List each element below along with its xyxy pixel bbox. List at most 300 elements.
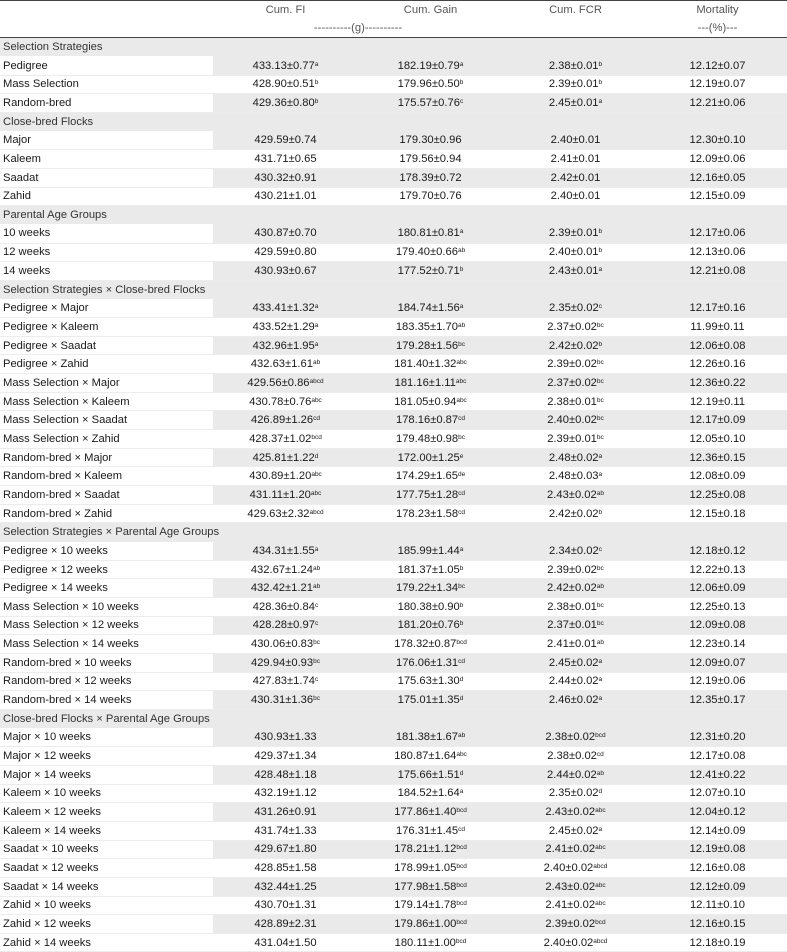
table-row (0, 616, 787, 635)
cum-gain-value-superscript: bc (458, 433, 465, 441)
cum-fi-value: 433.41±1.32 (252, 302, 315, 315)
mortality-value-cell (648, 840, 787, 859)
table-row (0, 803, 787, 822)
cum-fi-value: 431.04±1.50 (254, 936, 317, 949)
cum-fi-value-cell (213, 430, 358, 449)
cum-fi-value-cell (213, 486, 358, 505)
cum-fi-value: 428.37±1.02 (249, 432, 312, 445)
header-cum-fcr: Cum. FCR (503, 1, 648, 20)
mortality-value-cell (648, 56, 787, 75)
cum-fcr-value-cell (503, 411, 648, 430)
cum-fi-value-cell (213, 560, 358, 579)
mortality-value-cell (648, 616, 787, 635)
cum-gain-value-cell (358, 150, 503, 169)
cum-fi-value: 434.31±1.55 (252, 544, 315, 557)
mortality-value: 12.12±0.07 (689, 59, 746, 72)
cum-fi-value: 428.90±0.51 (252, 78, 315, 91)
cum-fi-value: 432.42±1.21 (250, 582, 313, 595)
mortality-value: 12.19±0.08 (689, 843, 746, 856)
cum-fi-value-superscript: d (314, 452, 319, 460)
cum-gain-value: 180.81±0.81 (397, 227, 460, 240)
cum-gain-value-cell (358, 243, 503, 262)
cum-fi-value: 432.96±1.95 (252, 339, 315, 352)
cum-fi-value: 429.94±0.93 (250, 656, 314, 669)
mortality-value: 12.14±0.09 (689, 824, 746, 837)
cum-gain-value-cell (358, 318, 503, 337)
cum-gain-value-cell (358, 803, 503, 822)
table-row (0, 56, 787, 75)
cum-fcr-value: 2.37±0.01 (547, 619, 597, 632)
cum-gain-value-cell (358, 168, 503, 187)
section-title: Close-bred Flocks × Parental Age Groups (0, 709, 787, 728)
row-label: Zahid × 14 weeks (0, 933, 213, 952)
cum-fcr-value-superscript: ab (596, 583, 604, 591)
cum-fcr-value: 2.39±0.02 (545, 917, 596, 930)
cum-fcr-value-cell (503, 168, 648, 187)
cum-fi-value: 430.31±1.36 (250, 694, 314, 707)
cum-fi-value-superscript: a (314, 60, 319, 68)
cum-fi-value-superscript: b (314, 79, 319, 87)
cum-fcr-value-superscript: b (598, 79, 603, 87)
mortality-value-cell (648, 430, 787, 449)
cum-gain-value-cell (358, 187, 503, 206)
mortality-value: 12.17±0.16 (689, 302, 746, 315)
row-label: Zahid × 12 weeks (0, 915, 213, 934)
mortality-value: 12.13±0.06 (689, 246, 746, 259)
header-cell-blank (0, 1, 213, 20)
cum-fcr-value-cell (503, 243, 648, 262)
cum-gain-value-superscript: abc (455, 377, 467, 385)
table-row (0, 635, 787, 654)
cum-fcr-value-cell (503, 224, 648, 243)
cum-gain-value: 178.23±1.58 (395, 507, 459, 520)
section-header-row (0, 280, 787, 299)
row-label: Pedigree × Major (0, 299, 213, 318)
cum-fcr-value-cell (503, 672, 648, 691)
cum-fi-value-cell (213, 691, 358, 710)
mortality-value-cell (648, 653, 787, 672)
cum-gain-value-superscript: b (459, 601, 464, 609)
mortality-value-cell (648, 504, 787, 523)
cum-fcr-value-superscript: b (598, 247, 603, 255)
cum-fi-value-cell (213, 224, 358, 243)
cum-gain-value-superscript: b (459, 620, 464, 628)
cum-fcr-value-cell (503, 803, 648, 822)
cum-fi-value: 430.21±1.01 (254, 190, 317, 203)
cum-fcr-value-superscript: c (598, 545, 602, 553)
mortality-value-cell (648, 94, 787, 113)
mortality-value-cell (648, 486, 787, 505)
row-label: Pedigree × Saadat (0, 336, 213, 355)
cum-fi-value-cell (213, 840, 358, 859)
cum-fcr-value: 2.37±0.02 (547, 320, 597, 333)
cum-fcr-value: 2.38±0.02 (545, 731, 596, 744)
cum-fi-value-superscript: ab (312, 564, 321, 572)
cum-gain-value-cell (358, 504, 503, 523)
table-row (0, 75, 787, 94)
cum-fi-value-superscript: abcd (309, 377, 324, 385)
cum-gain-value-cell (358, 262, 503, 281)
table-row (0, 504, 787, 523)
row-label: Pedigree × 10 weeks (0, 542, 213, 561)
section-header-row (0, 206, 787, 225)
table-row (0, 374, 787, 393)
mortality-value: 12.15±0.09 (689, 190, 746, 203)
cum-fcr-value-superscript: b (598, 60, 603, 68)
table-row (0, 411, 787, 430)
cum-fi-value-cell (213, 877, 358, 896)
cum-fi-value-cell (213, 653, 358, 672)
mortality-value: 12.17±0.08 (689, 750, 746, 763)
row-label: Random-bred × 14 weeks (0, 691, 213, 710)
mortality-value-cell (648, 859, 787, 878)
cum-fcr-value-cell (503, 374, 648, 393)
cum-fcr-value-cell (503, 691, 648, 710)
cum-fcr-value-superscript: a (598, 676, 603, 684)
cum-fi-value: 428.36±0.84 (252, 600, 315, 613)
cum-fi-value-superscript: bc (313, 639, 320, 647)
cum-fcr-value-superscript: abc (595, 807, 606, 815)
cum-gain-value-cell (358, 467, 503, 486)
cum-fcr-value-cell (503, 318, 648, 337)
cum-gain-value-superscript: bcd (456, 863, 467, 871)
cum-fcr-value-superscript: c (598, 303, 602, 311)
cum-fcr-value: 2.43±0.02 (545, 880, 596, 893)
table-row (0, 653, 787, 672)
cum-fcr-value-superscript: abc (595, 844, 606, 852)
cum-fcr-value-superscript: abcd (593, 863, 608, 871)
cum-fcr-value-cell (503, 56, 648, 75)
cum-fcr-value-superscript: bcd (595, 732, 606, 740)
cum-gain-value-cell (358, 94, 503, 113)
cum-fcr-value-cell (503, 299, 648, 318)
mortality-value: 12.36±0.15 (689, 451, 746, 464)
cum-fi-value: 428.48±1.18 (254, 768, 317, 781)
cum-gain-value-cell (358, 653, 503, 672)
cum-fcr-value-cell (503, 579, 648, 598)
mortality-value-cell (648, 187, 787, 206)
cum-fcr-value-superscript: bcd (595, 918, 606, 926)
row-label: Kaleem (0, 150, 213, 169)
cum-gain-value-cell (358, 933, 503, 952)
units-percent: ---(%)--- (648, 19, 787, 38)
mortality-value-cell (648, 765, 787, 784)
cum-fcr-value: 2.44±0.02 (548, 675, 599, 688)
cum-fcr-value-superscript: bc (596, 601, 604, 609)
mortality-value-cell (648, 392, 787, 411)
cum-gain-value: 179.70±0.76 (399, 190, 462, 203)
mortality-value: 12.08±0.09 (689, 470, 746, 483)
cum-gain-value: 182.19±0.79 (397, 59, 460, 72)
cum-fcr-value-cell (503, 262, 648, 281)
cum-gain-value: 179.28±1.56 (395, 339, 459, 352)
cum-fi-value: 429.59±0.74 (254, 134, 317, 147)
row-label: Saadat × 14 weeks (0, 877, 213, 896)
table-row (0, 243, 787, 262)
table-row (0, 318, 787, 337)
mortality-value: 12.25±0.13 (689, 600, 746, 613)
mortality-value: 12.19±0.06 (689, 675, 746, 688)
cum-fcr-value: 2.48±0.02 (548, 451, 599, 464)
cum-fcr-value: 2.42±0.01 (550, 171, 601, 184)
cum-fcr-value-cell (503, 877, 648, 896)
units-cell-blank (0, 19, 213, 38)
cum-gain-value-superscript: bcd (456, 918, 467, 926)
cum-fcr-value: 2.43±0.02 (547, 488, 597, 501)
cum-gain-value: 181.16±1.11 (394, 376, 456, 389)
cum-fcr-value: 2.34±0.02 (549, 544, 599, 557)
cum-fi-value: 431.74±1.33 (254, 824, 317, 837)
cum-fi-value: 429.36±0.80 (252, 97, 315, 110)
cum-fi-value-cell (213, 616, 358, 635)
mortality-value: 12.05±0.10 (689, 432, 746, 445)
cum-fcr-value: 2.38±0.01 (548, 59, 599, 72)
cum-gain-value-cell (358, 56, 503, 75)
row-label: Major × 12 weeks (0, 747, 213, 766)
cum-fcr-value: 2.42±0.02 (548, 339, 599, 352)
table-row (0, 915, 787, 934)
cum-gain-value: 184.74±1.56 (397, 302, 460, 315)
cum-gain-value: 177.86±1.40 (394, 806, 457, 819)
cum-fi-value-cell (213, 467, 358, 486)
table-body (0, 38, 787, 952)
cum-fi-value-cell (213, 94, 358, 113)
mortality-value-cell (648, 821, 787, 840)
row-label: Mass Selection × Major (0, 374, 213, 393)
mortality-value-cell (648, 150, 787, 169)
cum-gain-value-cell (358, 411, 503, 430)
section-header-row (0, 523, 787, 542)
mortality-value-cell (648, 224, 787, 243)
cum-gain-value: 178.16±0.87 (395, 414, 459, 427)
cum-gain-value: 180.87±1.64 (394, 750, 457, 763)
cum-fi-value: 430.87±0.70 (254, 227, 317, 240)
units-row (0, 19, 787, 38)
cum-gain-value: 177.98±1.58 (394, 880, 457, 893)
cum-fcr-value: 2.43±0.01 (548, 265, 599, 278)
table-row (0, 94, 787, 113)
cum-fcr-value-cell (503, 75, 648, 94)
cum-fcr-value-cell (503, 747, 648, 766)
table-row (0, 542, 787, 561)
cum-fcr-value: 2.40±0.02 (543, 936, 594, 949)
cum-fcr-value-cell (503, 765, 648, 784)
cum-fcr-value-cell (503, 355, 648, 374)
cum-gain-value: 181.05±0.94 (394, 395, 457, 408)
cum-fi-value-superscript: c (314, 620, 319, 628)
cum-gain-value-cell (358, 579, 503, 598)
cum-fi-value-cell (213, 150, 358, 169)
cum-fi-value: 428.28±0.97 (252, 619, 315, 632)
table-row (0, 691, 787, 710)
cum-fi-value: 429.63±2.32 (247, 507, 310, 520)
cum-gain-value-cell (358, 299, 503, 318)
mortality-value-cell (648, 877, 787, 896)
cum-gain-value: 178.32±0.87 (394, 638, 457, 651)
section-header-row (0, 709, 787, 728)
row-label: Random-bred (0, 94, 213, 113)
cum-gain-value-cell (358, 784, 503, 803)
row-label: Mass Selection (0, 75, 213, 94)
cum-gain-value-superscript: abc (456, 359, 467, 367)
cum-gain-value-cell (358, 542, 503, 561)
cum-fi-value-cell (213, 896, 358, 915)
cum-gain-value-cell (358, 747, 503, 766)
cum-gain-value-cell (358, 336, 503, 355)
cum-fi-value-cell (213, 336, 358, 355)
cum-gain-value-cell (358, 840, 503, 859)
cum-fi-value-superscript: abc (310, 489, 322, 497)
cum-fi-value-superscript: ab (312, 583, 321, 591)
cum-gain-value-cell (358, 430, 503, 449)
mortality-value-cell (648, 933, 787, 952)
cum-fi-value-superscript: c (314, 676, 319, 684)
row-label: 10 weeks (0, 224, 213, 243)
cum-fcr-value-superscript: bc (596, 377, 604, 385)
table-row (0, 430, 787, 449)
cum-gain-value-cell (358, 355, 503, 374)
cum-fcr-value: 2.35±0.02 (549, 302, 599, 315)
header-mortality: Mortality (648, 1, 787, 20)
cum-fi-value-cell (213, 168, 358, 187)
cum-gain-value: 181.20±0.76 (397, 619, 460, 632)
units-grams: ----------(g)---------- (213, 19, 503, 38)
table-row (0, 262, 787, 281)
mortality-value-cell (648, 635, 787, 654)
cum-gain-value: 181.37±1.05 (397, 563, 460, 576)
cum-fcr-value-cell (503, 560, 648, 579)
mortality-value-cell (648, 803, 787, 822)
cum-fcr-value: 2.46±0.02 (548, 694, 599, 707)
table-row (0, 355, 787, 374)
cum-gain-value: 179.56±0.94 (399, 153, 462, 166)
cum-gain-value: 180.38±0.90 (397, 600, 460, 613)
row-label: Random-bred × Major (0, 448, 213, 467)
mortality-value-cell (648, 542, 787, 561)
cum-gain-value-superscript: a (459, 60, 464, 68)
mortality-value-cell (648, 374, 787, 393)
mortality-value: 12.31±0.20 (689, 731, 746, 744)
cum-fcr-value: 2.35±0.02 (548, 787, 599, 800)
cum-gain-value-cell (358, 821, 503, 840)
cum-fcr-value-superscript: bc (596, 433, 604, 441)
cum-gain-value: 178.21±1.12 (394, 843, 457, 856)
cum-fi-value: 432.19±1.12 (254, 787, 317, 800)
cum-fcr-value-superscript: d (598, 788, 603, 796)
section-title: Selection Strategies × Close-bred Flocks (0, 280, 787, 299)
cum-gain-value: 185.99±1.44 (397, 544, 460, 557)
cum-fcr-value-cell (503, 486, 648, 505)
cum-fi-value: 430.78±0.76 (249, 395, 312, 408)
cum-fcr-value-cell (503, 933, 648, 952)
row-label: Major (0, 131, 213, 150)
cum-fcr-value: 2.39±0.01 (547, 432, 597, 445)
row-label: Kaleem × 10 weeks (0, 784, 213, 803)
cum-fcr-value-superscript: ab (596, 489, 604, 497)
cum-fcr-value-superscript: bc (596, 620, 604, 628)
header-row (0, 1, 787, 20)
table-row (0, 728, 787, 747)
cum-fcr-value-cell (503, 840, 648, 859)
cum-fcr-value-cell (503, 94, 648, 113)
mortality-value: 12.09±0.07 (689, 656, 746, 669)
cum-fcr-value: 2.41±0.02 (545, 843, 596, 856)
cum-gain-value-superscript: a (459, 545, 464, 553)
cum-gain-value-superscript: b (459, 564, 464, 572)
cum-fcr-value: 2.39±0.02 (547, 563, 597, 576)
header-cum-gain: Cum. Gain (358, 1, 503, 20)
cum-fi-value-cell (213, 542, 358, 561)
cum-fcr-value: 2.45±0.02 (548, 656, 599, 669)
cum-gain-value-superscript: bcd (455, 937, 467, 945)
row-label: Pedigree × Zahid (0, 355, 213, 374)
row-label: Random-bred × Saadat (0, 486, 213, 505)
cum-fi-value: 428.89±2.31 (254, 917, 317, 930)
section-title: Parental Age Groups (0, 206, 787, 225)
cum-fi-value-superscript: abc (311, 471, 322, 479)
cum-fcr-value-superscript: b (598, 340, 603, 348)
mortality-value: 12.09±0.08 (689, 619, 746, 632)
mortality-value: 12.04±0.12 (689, 806, 746, 819)
row-label: Kaleem × 12 weeks (0, 803, 213, 822)
mortality-value: 12.17±0.06 (689, 227, 746, 240)
cum-fcr-value-superscript: a (598, 471, 603, 479)
cum-fcr-value: 2.45±0.02 (548, 824, 599, 837)
cum-gain-value-cell (358, 635, 503, 654)
cum-gain-value-superscript: bcd (456, 900, 467, 908)
cum-fi-value-cell (213, 784, 358, 803)
cum-fcr-value-superscript: bc (596, 396, 604, 404)
mortality-value: 12.19±0.07 (689, 78, 746, 91)
cum-fcr-value: 2.42±0.02 (548, 507, 599, 520)
cum-fi-value-superscript: cd (313, 415, 320, 423)
cum-gain-value-superscript: d (459, 769, 464, 777)
cum-fi-value-cell (213, 504, 358, 523)
cum-fcr-value-superscript: bc (596, 415, 604, 423)
cum-gain-value-cell (358, 392, 503, 411)
cum-fi-value: 430.93±0.67 (254, 265, 317, 278)
mortality-value-cell (648, 131, 787, 150)
cum-fi-value-cell (213, 374, 358, 393)
cum-fi-value-cell (213, 448, 358, 467)
cum-gain-value-superscript: bcd (456, 881, 467, 889)
cum-fcr-value: 2.45±0.01 (548, 97, 599, 110)
cum-fcr-value-superscript: a (598, 695, 603, 703)
cum-fcr-value-cell (503, 430, 648, 449)
cum-fi-value-cell (213, 299, 358, 318)
cum-fi-value-superscript: c (314, 601, 319, 609)
cum-fcr-value-cell (503, 150, 648, 169)
mortality-value: 12.07±0.10 (689, 787, 746, 800)
row-label: Pedigree × 12 weeks (0, 560, 213, 579)
mortality-value-cell (648, 672, 787, 691)
table-row (0, 598, 787, 617)
cum-fi-value-cell (213, 672, 358, 691)
cum-gain-value-cell (358, 374, 503, 393)
cum-fcr-value: 2.40±0.01 (550, 134, 601, 147)
cum-fi-value: 427.83±1.74 (252, 675, 315, 688)
cum-fi-value-cell (213, 243, 358, 262)
cum-gain-value-cell (358, 691, 503, 710)
cum-gain-value: 177.75±1.28 (395, 488, 459, 501)
cum-gain-value-cell (358, 896, 503, 915)
cum-fcr-value-superscript: a (598, 98, 603, 106)
table-row (0, 933, 787, 952)
mortality-value: 12.06±0.09 (689, 582, 746, 595)
mortality-value: 12.21±0.06 (689, 97, 746, 110)
mortality-value: 12.18±0.12 (689, 544, 746, 557)
row-label: Zahid × 10 weeks (0, 896, 213, 915)
